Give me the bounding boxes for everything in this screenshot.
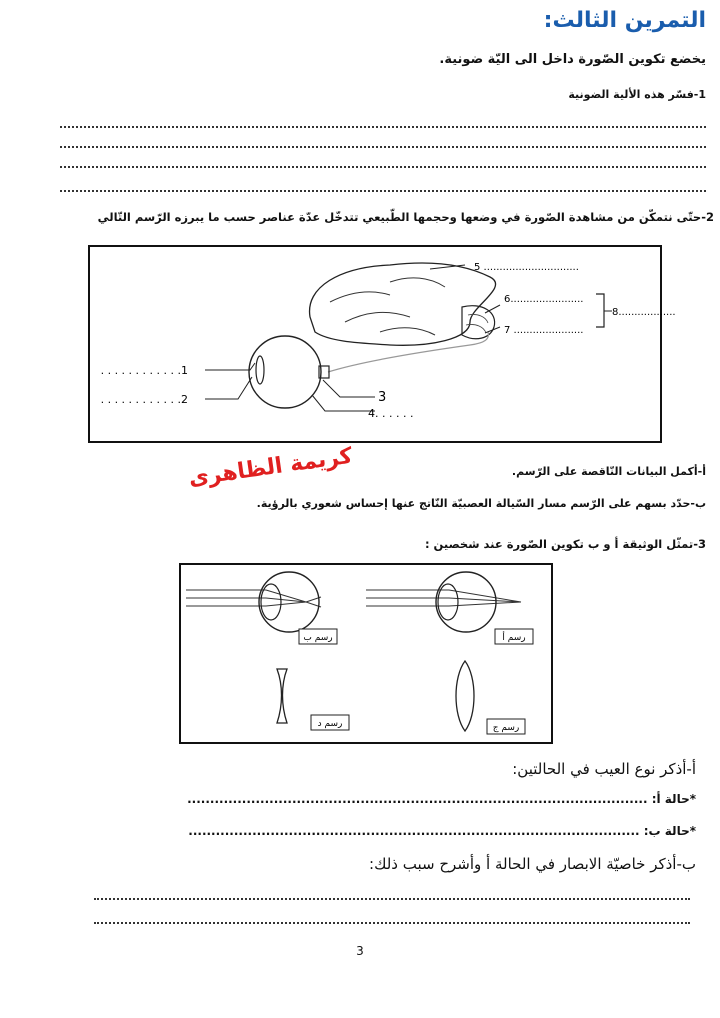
eye-defects-diagram	[181, 565, 551, 742]
eye-brain-figure	[88, 245, 676, 443]
eye-defects-figure	[179, 563, 553, 744]
question-3: 3-تمثّل الوثيقة أ و ب تكوين الصّورة عند شخصين :	[424, 537, 706, 551]
answer-line[interactable]	[60, 126, 706, 128]
question-3b: ب-أذكر خاصيّة الابصار في الحالة أ وأشرح سبب ذلك:	[369, 855, 696, 873]
question-3a: أ-أذكر نوع العيب في الحالتين:	[512, 760, 696, 778]
doc-d-label: رسم د	[317, 719, 343, 729]
answer-line[interactable]	[94, 922, 690, 924]
author-signature: كريمة الظاهرى	[187, 443, 355, 492]
label-5: 5 ..............................	[474, 262, 579, 273]
concave-lens-icon	[277, 669, 287, 723]
label-8: 8..................	[612, 307, 676, 318]
question-2b: ب-حدّد بسهم على الرّسم مسار السّيالة العصبيّة النّاتج عنها إحساس شعوري بالرؤية.	[256, 497, 706, 510]
label-2: . . . . . . . . . . . .2	[100, 393, 188, 406]
question-2a: أ-أكمل البيانات النّاقصة على الرّسم.	[511, 465, 706, 478]
case-b-answer[interactable]: *حالة ب: ...................................................................................................	[188, 824, 696, 838]
exercise-intro: يخضع تكوين الصّورة داخل الى اليّة ضونية.	[439, 52, 706, 67]
exercise-title: التمرين الثالث:	[543, 8, 706, 33]
answer-line[interactable]	[94, 898, 690, 900]
eyeball	[249, 336, 321, 408]
label-6: 6.......................	[504, 294, 584, 305]
answer-line[interactable]	[60, 190, 706, 192]
eye-brain-diagram	[90, 247, 676, 441]
doc-b-label: رسم ب	[303, 633, 333, 643]
doc-a-label: رسم أ	[502, 633, 526, 643]
case-a-answer[interactable]: *حالة أ: .....................................................................................................	[187, 792, 696, 806]
label-4: 4. . . . . .	[368, 407, 414, 420]
doc-c-label: رسم ج	[492, 723, 520, 733]
eye-diagram-a	[366, 572, 521, 632]
question-2: 2-حتّى نتمكّن من مشاهدة الصّورة في وضعها وحجمها الطّبيعي تتدخّل عدّة عناصر حسب ما يبرزه الرّسم التّالي	[97, 210, 714, 224]
question-1: 1-فسّر هذه الألية الضونية	[568, 88, 706, 101]
lens	[256, 356, 264, 384]
answer-line[interactable]	[60, 166, 706, 168]
convex-lens-icon	[456, 661, 474, 731]
page-number: 3	[356, 944, 364, 958]
eye-diagram-b	[186, 572, 321, 632]
label-1: . . . . . . . . . . . .1	[100, 364, 188, 377]
label-7: 7 ......................	[504, 325, 584, 336]
label-3: 3	[378, 390, 387, 405]
answer-line[interactable]	[60, 146, 706, 148]
brain-outline	[310, 263, 496, 345]
